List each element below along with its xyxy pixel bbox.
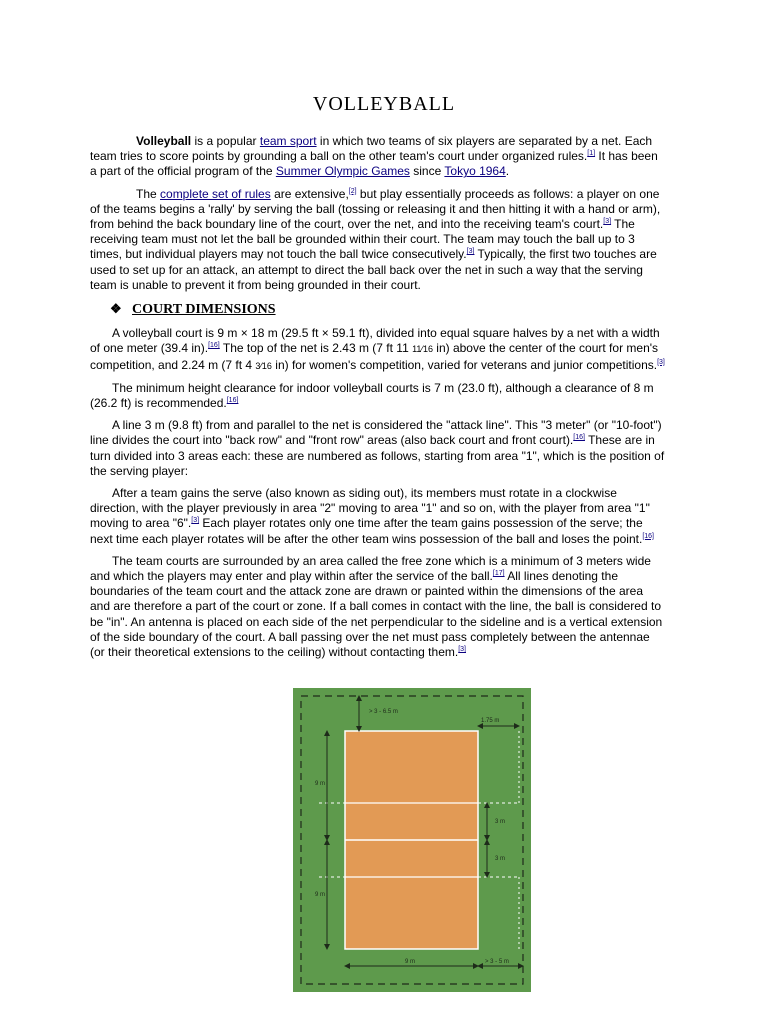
text: . [505, 164, 510, 179]
text: but play essentially proceeds as follows: a player on one of the teams begins a 'rally' by serving the ball (tossing or releasing it and then hitting it with a hand or arm), from behind the back boundary line of the court, over the net, and into the receiving team's court. [90, 186, 661, 232]
ref-17[interactable]: [17] [492, 570, 505, 578]
link-complete-set-of-rules[interactable]: complete set of rules [160, 186, 271, 201]
court-paragraph-1 [90, 326, 666, 374]
court-paragraph-3 [90, 418, 666, 479]
text: The [136, 186, 161, 201]
court-diagram [293, 688, 531, 992]
ref-2[interactable]: [2] [348, 187, 357, 195]
text: A line 3 m (9.8 ft) from and parallel to the net is considered the "attack line". This "3 meter" (or "10-foot") line divides the court into "back row" and "front row" areas (also back court and front court). [90, 418, 662, 448]
text: in which two teams of six players are separated by a net. Each team tries to score points by grounding a ball on the other team's court under organized rules. [90, 134, 653, 164]
ref-16[interactable]: [16] [208, 342, 220, 350]
fraction: 3⁄16 [255, 360, 272, 371]
article-body [90, 134, 666, 667]
ref-3b[interactable]: [3] [466, 248, 475, 256]
attack-bottom-label: 3 m [495, 856, 506, 862]
text: in) for women's competition, varied for veterans and junior competitions. [271, 357, 658, 372]
text: are extensive, [270, 186, 349, 201]
ref-16b[interactable]: [16] [226, 397, 239, 405]
text: The team courts are surrounded by an area called the free zone which is a minimum of 3 meters wide and which the players may enter and play within after the service of the ball. [90, 553, 651, 584]
ref-3[interactable]: [3] [603, 218, 612, 226]
text: since [409, 164, 445, 179]
attack-top-label: 3 m [495, 819, 506, 825]
half-bottom-label: 9 m [315, 892, 326, 898]
text: The receiving team must not let the ball be grounded within their court. The team may touch the ball up to 3 times, but individual players may not touch the ball twice consecutively. [90, 217, 635, 262]
width-label: 9 m [405, 959, 416, 965]
link-team-sport[interactable]: team sport [259, 134, 317, 148]
diamond-bullet-icon: ❖ [110, 301, 122, 317]
side-clearance-label: > 3 - 5 m [485, 959, 509, 965]
ref-3c[interactable]: [3] [657, 358, 665, 366]
link-tokyo-1964[interactable]: Tokyo 1964 [444, 164, 506, 179]
text: These are in turn divided into 3 areas each: these are numbered as follows, starting from area "1", which is the position of the serving player: [90, 433, 665, 478]
court-paragraph-4 [90, 486, 666, 547]
side-zone-label: 1.75 m [481, 718, 500, 724]
text: The minimum height clearance for indoor volleyball courts is 7 m (23.0 ft), although a clearance of 8 m (26.2 ft) is recommended. [90, 380, 654, 411]
text: The top of the net is 2.43 m (7 ft 11 [219, 341, 413, 356]
court-diagram-svg [293, 688, 531, 992]
text: Typically, the first two touches are used to set up for an attack, an attempt to direct the ball back over the net in such a way that the serving team is unable to prevent it from being grounded in their court. [90, 247, 657, 292]
ref-1[interactable]: [1] [587, 150, 596, 158]
top-clearance-label: > 3 - 6.5 m [369, 709, 398, 715]
ref-16c[interactable]: [16] [573, 434, 585, 442]
term-volleyball: Volleyball [136, 134, 192, 148]
text: is a popular [191, 134, 260, 148]
half-top-label: 9 m [315, 781, 326, 787]
page-title: VOLLEYBALL [312, 93, 456, 115]
text: Each player rotates only one time after the team gains possession of the serve; the next time each player rotates will be after the other team wins possession of the ball and loses the point. [90, 516, 643, 546]
court-paragraph-2 [90, 381, 666, 411]
text: in) above the center of the court for men's competition, and 2.24 m (7 ft 4 [90, 341, 659, 372]
link-summer-olympic-games[interactable]: Summer Olympic Games [275, 164, 410, 179]
ref-3d[interactable]: [3] [191, 517, 200, 525]
text: After a team gains the serve (also known as siding out), its members must rotate in a clockwise direction, with the player previously in area "2" moving to area "1" and so on, with the player from area "1" moving to area "6". [90, 486, 650, 531]
text: All lines denoting the boundaries of the team court and the attack zone are drawn or painted within the dimensions of the area and are therefore a part of the court or zone. If a ball comes in contact with the line, the ball is considered to be "in". An antenna is placed on each side of the net perpendicular to the sideline and is a vertical extension of the side boundary of the court. A ball passing over the net must pass completely between the antennae (or their theoretical extensions to the ceiling) without contacting them. [90, 569, 663, 660]
court-paragraph-5 [90, 554, 666, 660]
ref-16d[interactable]: [16] [642, 532, 654, 540]
intro-paragraph-2 [90, 187, 666, 293]
section-heading-text: COURT DIMENSIONS [132, 302, 276, 318]
text: A volleyball court is 9 m × 18 m (29.5 ft × 59.1 ft), divided into equal square halves by a net with a width of one meter (39.4 in). [90, 326, 660, 356]
ref-3e[interactable]: [3] [458, 646, 466, 654]
fraction: 11⁄16 [412, 344, 433, 355]
text: It has been a part of the official program of the [90, 149, 658, 179]
section-heading [110, 301, 666, 317]
intro-paragraph-1 [90, 134, 666, 180]
